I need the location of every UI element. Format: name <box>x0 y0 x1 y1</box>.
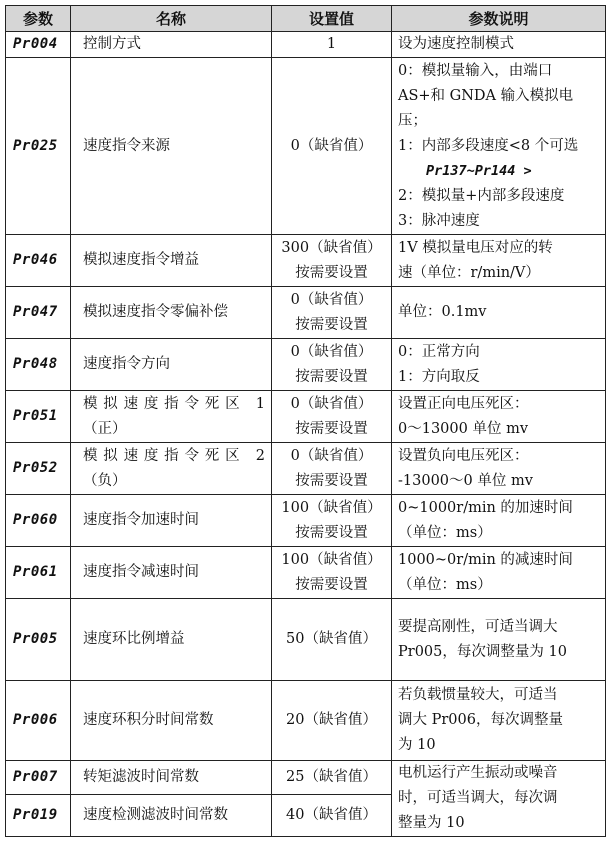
table-row <box>6 599 606 681</box>
param-desc: 0~1000r/min 的加速时间 （单位：ms） <box>392 495 606 547</box>
desc-line: AS+和 GNDA 输入模拟电 <box>398 87 574 104</box>
desc-line: 2：模拟量+内部多段速度 <box>398 187 565 204</box>
table-row <box>6 391 606 443</box>
param-desc: 设置正向电压死区： 0～13000 单位 mv <box>392 391 606 443</box>
param-name: 速度环比例增益 <box>71 599 272 681</box>
param-desc: 0：正常方向 1：方向取反 <box>392 339 606 391</box>
param-code: Pr051 <box>6 391 71 443</box>
parameter-table <box>5 5 605 837</box>
param-code: Pr007 <box>6 761 71 795</box>
param-value: 0（缺省值） <box>272 58 392 235</box>
param-name: 模拟速度指令死区 2 （负） <box>71 443 272 495</box>
param-value: 0（缺省值） 按需要设置 <box>272 287 392 339</box>
table-row <box>6 443 606 495</box>
param-name: 模拟速度指令死区 1 （正） <box>71 391 272 443</box>
param-name: 控制方式 <box>71 32 272 58</box>
param-code: Pr060 <box>6 495 71 547</box>
table-row <box>6 32 606 58</box>
param-code: Pr005 <box>6 599 71 681</box>
header-row <box>6 6 606 32</box>
table-row <box>6 235 606 287</box>
param-name: 速度环积分时间常数 <box>71 681 272 761</box>
table-row <box>6 761 606 795</box>
desc-line: 1：内部多段速度<8 个可选 <box>398 137 579 154</box>
param-code: Pr061 <box>6 547 71 599</box>
param-desc: 1000~0r/min 的减速时间 （单位：ms） <box>392 547 606 599</box>
header-param: 参数 <box>6 6 71 32</box>
param-name: 转矩滤波时间常数 <box>71 761 272 795</box>
param-code: Pr046 <box>6 235 71 287</box>
param-name: 速度指令加速时间 <box>71 495 272 547</box>
param-code: Pr025 <box>6 58 71 235</box>
desc-line: Pr137~Pr144 > <box>426 162 532 179</box>
param-code: Pr006 <box>6 681 71 761</box>
param-value: 100（缺省值） 按需要设置 <box>272 495 392 547</box>
param-value: 25（缺省值） <box>272 761 392 795</box>
param-value: 20（缺省值） <box>272 681 392 761</box>
param-code: Pr019 <box>6 795 71 837</box>
header-name: 名称 <box>71 6 272 32</box>
param-value: 100（缺省值） 按需要设置 <box>272 547 392 599</box>
param-desc: 若负载惯量较大，可适当 调大 Pr006，每次调整量 为 10 <box>392 681 606 761</box>
param-code: Pr047 <box>6 287 71 339</box>
param-desc-shared: 电机运行产生振动或噪音 时，可适当调大，每次调 整量为 10 <box>392 761 606 837</box>
param-code: Pr052 <box>6 443 71 495</box>
param-value: 40（缺省值） <box>272 795 392 837</box>
param-name: 模拟速度指令零偏补偿 <box>71 287 272 339</box>
param-name: 速度指令减速时间 <box>71 547 272 599</box>
param-value: 300（缺省值） 按需要设置 <box>272 235 392 287</box>
desc-line: 3：脉冲速度 <box>398 212 480 229</box>
param-value: 0（缺省值） 按需要设置 <box>272 339 392 391</box>
param-desc: 要提高刚性，可适当调大 Pr005，每次调整量为 10 <box>392 599 606 681</box>
param-desc: 1V 模拟量电压对应的转 速（单位：r/min/V） <box>392 235 606 287</box>
table-row <box>6 287 606 339</box>
param-name: 速度指令方向 <box>71 339 272 391</box>
param-value: 1 <box>272 32 392 58</box>
table-row <box>6 58 606 235</box>
param-desc: 单位：0.1mv <box>392 287 606 339</box>
table-row <box>6 681 606 761</box>
desc-line: 0：模拟量输入，由端口 <box>398 62 553 79</box>
table-row <box>6 339 606 391</box>
param-desc: 设为速度控制模式 <box>392 32 606 58</box>
param-value: 0（缺省值） 按需要设置 <box>272 443 392 495</box>
param-desc: 设置负向电压死区： -13000～0 单位 mv <box>392 443 606 495</box>
param-code: Pr048 <box>6 339 71 391</box>
param-value: 50（缺省值） <box>272 599 392 681</box>
header-value: 设置值 <box>272 6 392 32</box>
param-desc <box>392 58 606 235</box>
param-code: Pr004 <box>6 32 71 58</box>
header-desc: 参数说明 <box>392 6 606 32</box>
param-name: 速度检测滤波时间常数 <box>71 795 272 837</box>
desc-line: 压； <box>398 112 427 129</box>
table-row <box>6 547 606 599</box>
table-row <box>6 495 606 547</box>
param-name: 模拟速度指令增益 <box>71 235 272 287</box>
param-value: 0（缺省值） 按需要设置 <box>272 391 392 443</box>
param-name: 速度指令来源 <box>71 58 272 235</box>
